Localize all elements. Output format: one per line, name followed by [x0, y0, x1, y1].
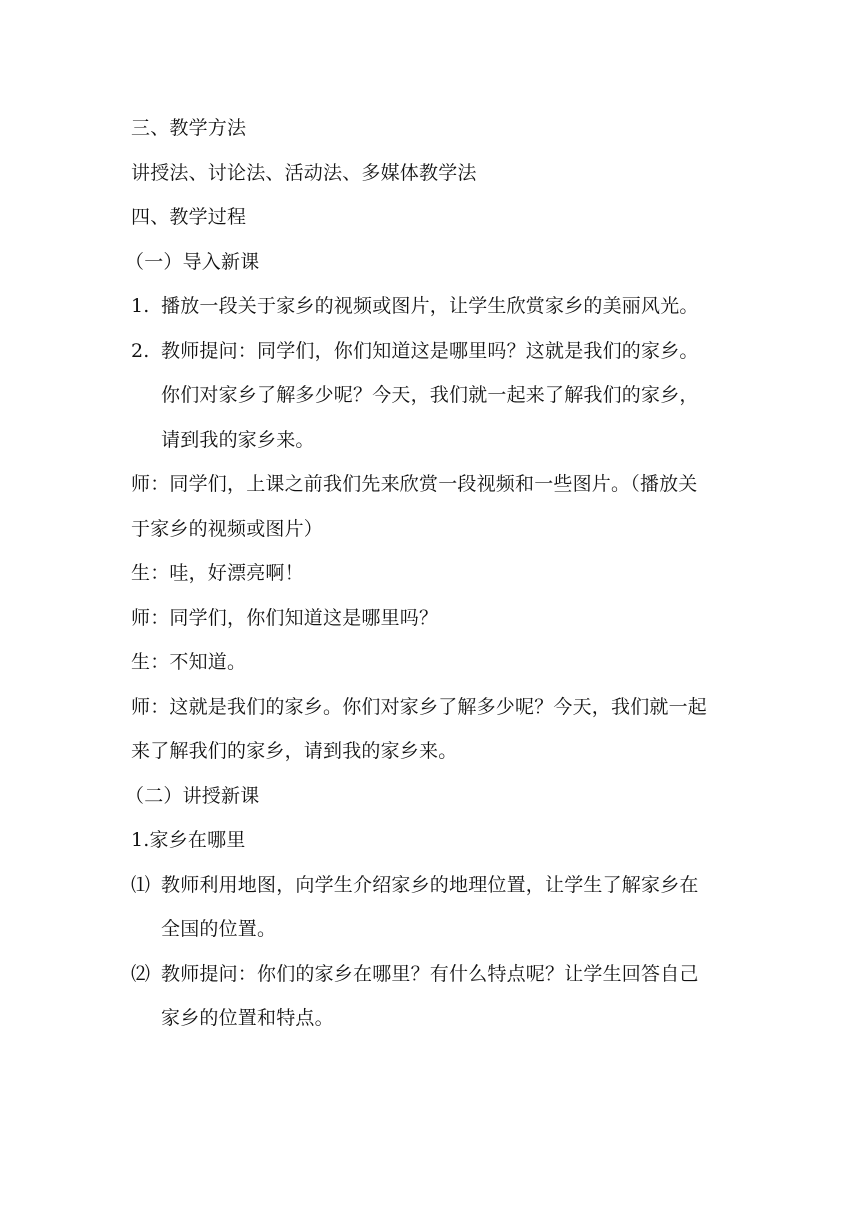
- sub-item-number: ⑴: [131, 873, 151, 896]
- list-number: 2.: [131, 339, 150, 362]
- list-item-text: 播放一段关于家乡的视频或图片，让学生欣赏家乡的美丽风光。: [161, 295, 699, 317]
- dialog-teacher-3: 师：这就是我们的家乡。你们对家乡了解多少呢？今天，我们就一起: [131, 695, 708, 718]
- list-item-1: [131, 284, 731, 329]
- sub-item-1: [131, 863, 731, 908]
- topic-heading-hometown-location: 1.家乡在哪里: [131, 829, 246, 851]
- section-heading-teaching-methods: 三、教学方法: [131, 117, 247, 139]
- list-item-2-continuation: 请到我的家乡来。: [161, 428, 315, 451]
- list-item-text: 教师提问：同学们，你们知道这是哪里吗？这就是我们的家乡。: [161, 339, 699, 362]
- dialog-student-2: 生：不知道。: [131, 651, 247, 673]
- dialog-teacher-1: 师：同学们，上课之前我们先来欣赏一段视频和一些图片。（播放关: [131, 473, 698, 495]
- sub-item-text: 教师提问：你们的家乡在哪里？有什么特点呢？让学生回答自己: [161, 962, 699, 985]
- sub-item-1-continuation: 全国的位置。: [161, 918, 277, 940]
- sub-item-number: ⑵: [131, 962, 151, 985]
- list-item-2-continuation: 你们对家乡了解多少呢？今天，我们就一起来了解我们的家乡，: [161, 384, 699, 406]
- dialog-teacher-2: 师：同学们，你们知道这是哪里吗？: [131, 606, 439, 629]
- sub-item-2: [131, 952, 731, 997]
- list-item-2: [131, 329, 731, 374]
- sub-item-2-continuation: 家乡的位置和特点。: [161, 1007, 334, 1029]
- subsection-heading-introduction: （一）导入新课: [125, 250, 260, 273]
- sub-item-text: 教师利用地图，向学生介绍家乡的地理位置，让学生了解家乡在: [161, 873, 699, 896]
- dialog-teacher-1-continuation: 于家乡的视频或图片）: [131, 517, 324, 540]
- dialog-teacher-3-continuation: 来了解我们的家乡，请到我的家乡来。: [131, 740, 458, 762]
- dialog-student-1: 生：哇，好漂亮啊！: [131, 562, 304, 584]
- document-body: [125, 106, 731, 1041]
- subsection-heading-new-lesson: （二）讲授新课: [125, 784, 260, 807]
- list-number: 1.: [131, 295, 150, 317]
- section-heading-teaching-process: 四、教学过程: [131, 206, 247, 228]
- teaching-methods-list: 讲授法、讨论法、活动法、多媒体教学法: [131, 161, 477, 184]
